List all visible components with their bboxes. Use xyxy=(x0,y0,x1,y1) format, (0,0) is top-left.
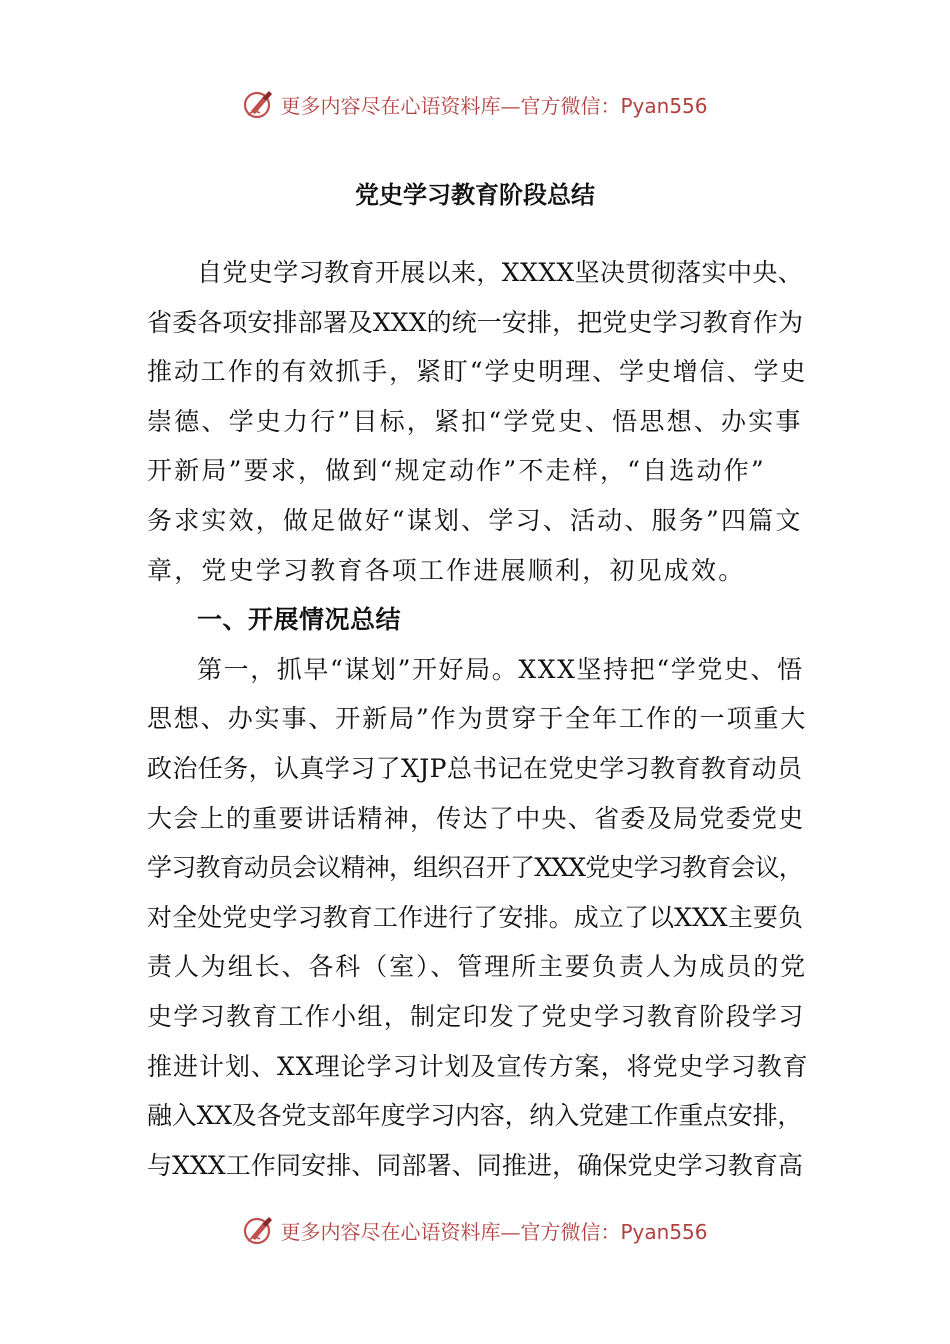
document-title: 党史学习教育阶段总结 xyxy=(355,181,595,209)
body-line: 学习教育动员会议精神，组织召开了XXX党史学习教育会议， xyxy=(147,853,803,883)
body-line: 对全处党史学习教育工作进行了安排。成立了以XXX主要负 xyxy=(147,902,804,932)
body-line: 责人为组长、各科（室）、管理所主要负责人为成员的党 xyxy=(147,952,808,982)
wechat-id: Pyan556 xyxy=(620,1219,708,1244)
body-line: 史学习教育工作小组，制定印发了党史学习教育阶段学习 xyxy=(147,1001,805,1031)
body-line: 开新局”要求，做到“规定动作”不走样，“自选动作” xyxy=(147,456,766,486)
section-heading: 一、开展情况总结 xyxy=(197,605,402,635)
body-line: 融入XX及各党支部年度学习内容，纳入党建工作重点安排， xyxy=(147,1101,803,1131)
body-line: 务求实效，做足做好“谋划、学习、活动、服务”四篇文 xyxy=(147,505,803,535)
wechat-id: Pyan556 xyxy=(620,93,708,118)
footer-banner xyxy=(0,1210,950,1250)
body-line: 政治任务，认真学习了XJP总书记在党史学习教育教育动员 xyxy=(147,753,803,783)
body-line: 崇德、学史力行”目标，紧扣“学党史、悟思想、办实事 xyxy=(147,406,803,436)
header-banner xyxy=(0,84,950,124)
body-line: 章，党史学习教育各项工作进展顺利，初见成效。 xyxy=(147,555,746,585)
banner-text: 更多内容尽在心语资料库—官方微信：Pyan556 xyxy=(280,1219,708,1244)
body-line: 思想、办实事、开新局”作为贯穿于全年工作的一项重大 xyxy=(147,704,808,734)
body-line: 推进计划、XX理论学习计划及宣传方案，将党史学习教育 xyxy=(147,1051,809,1081)
body-line: 自党史学习教育开展以来，XXXX坚决贯彻落实中央、 xyxy=(197,258,804,287)
body-line: 第一，抓早“谋划”开好局。XXX坚持把“学党史、悟 xyxy=(197,654,804,684)
pen-logo-icon xyxy=(242,1213,276,1247)
pen-logo-icon xyxy=(242,87,276,121)
document-body xyxy=(147,248,809,1190)
body-line: 推动工作的有效抓手，紧盯“学史明理、学史增信、学史 xyxy=(147,357,808,387)
body-line: 与XXX工作同安排、同部署、同推进，确保党史学习教育高 xyxy=(147,1150,804,1180)
body-line: 省委各项安排部署及XXX的统一安排，把党史学习教育作为 xyxy=(147,307,804,337)
banner-text: 更多内容尽在心语资料库—官方微信：Pyan556 xyxy=(280,93,708,118)
body-line: 大会上的重要讲话精神，传达了中央、省委及局党委党史 xyxy=(147,803,805,833)
